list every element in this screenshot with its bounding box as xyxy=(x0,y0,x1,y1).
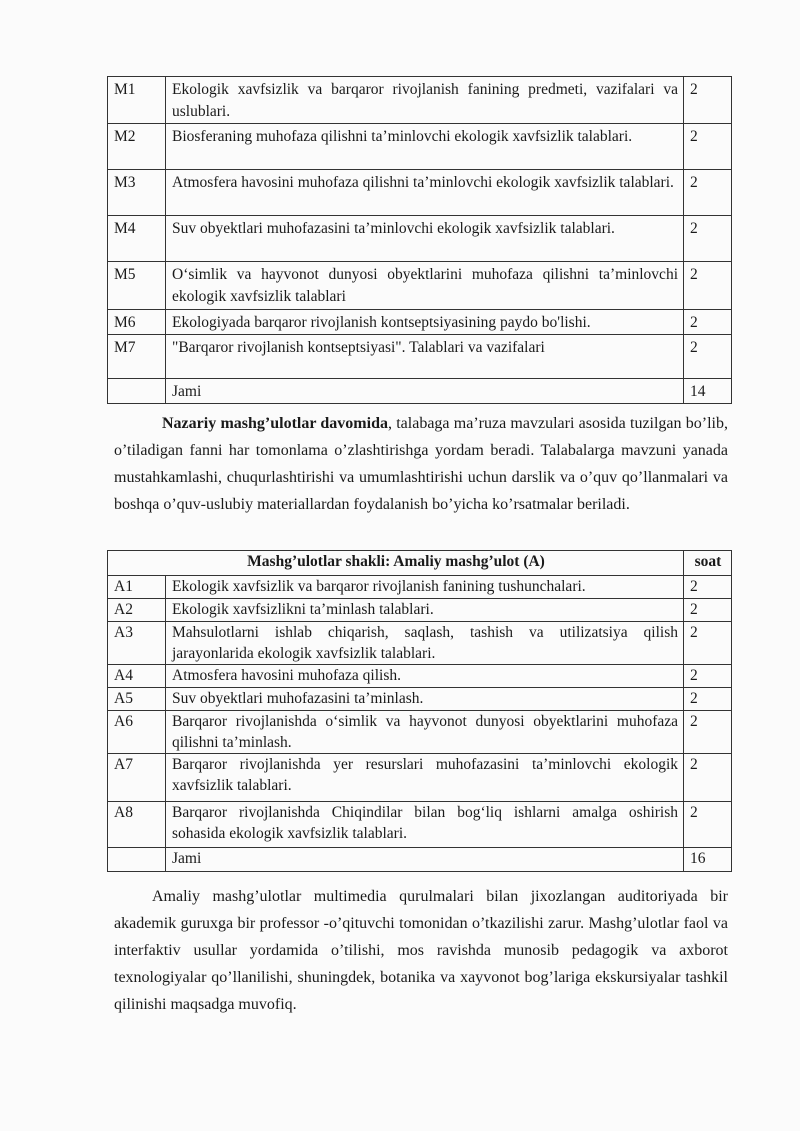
topic-hours: 2 xyxy=(684,688,732,711)
table-row xyxy=(108,170,732,216)
practical-paragraph: Amaliy mashg’ulotlar multimedia qurulmalari bilan jixozlangan auditoriyada bir akademik guruxga bir professor -o’qituvchi tomonidan o’tkazilishi zarur. Mashg’ulotlar faol va interfaktiv usullar yordamida o’tilishi, mos ravishda munosib pedagogik va axborot texnologiyalar qo’llanilishi, shuningdek, botanika va xayvonot bog’lariga ekskursiyalar tashkil qilinishi maqsadga muvofiq. xyxy=(114,888,728,1013)
topic-description: Barqaror rivojlanishda o‘simlik va hayvonot dunyosi obyektlarini muhofaza qilishni ta’minlash. xyxy=(166,711,684,754)
table-row xyxy=(108,124,732,170)
total-row xyxy=(108,848,732,872)
table-row xyxy=(108,599,732,622)
topic-hours: 2 xyxy=(684,335,732,379)
topic-hours: 2 xyxy=(684,599,732,622)
table-header-hours: soat xyxy=(684,551,732,576)
topic-code: M3 xyxy=(108,170,166,216)
topic-code: A2 xyxy=(108,599,166,622)
lecture-topics-table xyxy=(107,76,732,404)
topic-description: Suv obyektlari muhofazasini ta’minlovchi ekologik xavfsizlik talablari. xyxy=(166,216,684,262)
topic-hours: 2 xyxy=(684,216,732,262)
theory-paragraph xyxy=(114,410,728,518)
topic-description: Barqaror rivojlanishda yer resurslari muhofazasini ta’minlovchi ekologik xavfsizlik talablari. xyxy=(166,754,684,802)
table-row xyxy=(108,335,732,379)
topic-hours: 2 xyxy=(684,310,732,335)
theory-paragraph-lead: Nazariy mashg’ulotlar davomida xyxy=(162,415,388,432)
topic-hours: 2 xyxy=(684,170,732,216)
total-empty-cell xyxy=(108,848,166,872)
table-row xyxy=(108,754,732,802)
topic-hours: 2 xyxy=(684,77,732,124)
topic-hours: 2 xyxy=(684,711,732,754)
table-row xyxy=(108,576,732,599)
topic-description: Ekologik xavfsizlikni ta’minlash talablari. xyxy=(166,599,684,622)
table-row xyxy=(108,216,732,262)
topic-description: Suv obyektlari muhofazasini ta’minlash. xyxy=(166,688,684,711)
table-row xyxy=(108,77,732,124)
total-value: 14 xyxy=(684,379,732,404)
topic-code: M6 xyxy=(108,310,166,335)
topic-hours: 2 xyxy=(684,754,732,802)
topic-description: O‘simlik va hayvonot dunyosi obyektlarini muhofaza qilishni ta’minlovchi ekologik xavfsizlik talablari xyxy=(166,262,684,310)
topic-code: M2 xyxy=(108,124,166,170)
table-row xyxy=(108,262,732,310)
table-header-title: Mashg’ulotlar shakli: Amaliy mashg’ulot (A) xyxy=(108,551,684,576)
topic-description: Atmosfera havosini muhofaza qilishni ta’minlovchi ekologik xavfsizlik talablari. xyxy=(166,170,684,216)
topic-code: A1 xyxy=(108,576,166,599)
topic-description: Mahsulotlarni ishlab chiqarish, saqlash, tashish va utilizatsiya qilish jarayonlarida ekologik xavfsizlik talablari. xyxy=(166,622,684,665)
total-label: Jami xyxy=(166,848,684,872)
topic-code: M1 xyxy=(108,77,166,124)
topic-description: Biosferaning muhofaza qilishni ta’minlovchi ekologik xavfsizlik talablari. xyxy=(166,124,684,170)
topic-description: "Barqaror rivojlanish kontseptsiyasi". Talablari va vazifalari xyxy=(166,335,684,379)
topic-hours: 2 xyxy=(684,665,732,688)
table-row xyxy=(108,711,732,754)
topic-description: Barqaror rivojlanishda Chiqindilar bilan bog‘liq ishlarni amalga oshirish sohasida ekologik xavfsizlik talablari. xyxy=(166,802,684,848)
topic-code: M7 xyxy=(108,335,166,379)
topic-hours: 2 xyxy=(684,262,732,310)
topic-code: A5 xyxy=(108,688,166,711)
topic-code: A3 xyxy=(108,622,166,665)
total-row xyxy=(108,379,732,404)
table-row xyxy=(108,688,732,711)
table-header-row xyxy=(108,551,732,576)
topic-code: M5 xyxy=(108,262,166,310)
topic-description: Atmosfera havosini muhofaza qilish. xyxy=(166,665,684,688)
table-row xyxy=(108,665,732,688)
topic-description: Ekologiyada barqaror rivojlanish kontseptsiyasining paydo bo'lishi. xyxy=(166,310,684,335)
topic-code: A4 xyxy=(108,665,166,688)
topic-description: Ekologik xavfsizlik va barqaror rivojlanish fanining predmeti, vazifalari va uslublari. xyxy=(166,77,684,124)
total-label: Jami xyxy=(166,379,684,404)
topic-code: M4 xyxy=(108,216,166,262)
topic-hours: 2 xyxy=(684,622,732,665)
table-row xyxy=(108,622,732,665)
table-row xyxy=(108,802,732,848)
table-row xyxy=(108,310,732,335)
topic-description: Ekologik xavfsizlik va barqaror rivojlanish fanining tushunchalari. xyxy=(166,576,684,599)
topic-code: A8 xyxy=(108,802,166,848)
topic-hours: 2 xyxy=(684,576,732,599)
topic-code: A7 xyxy=(108,754,166,802)
total-empty-cell xyxy=(108,379,166,404)
total-value: 16 xyxy=(684,848,732,872)
theory-paragraph-text: , talabaga ma’ruza mavzulari asosida tuzilgan bo’lib, o’tiladigan fanni har tomonlama o’zlashtirishga yordam beradi. Talabalarga mavzuni yanada mustahkamlashi, chuqurlashtirishi va umumlashtirishi uchun darslik va o’quv qo’llanmalari va boshqa o’quv-uslubiy materiallardan foydalanish bo’yicha ko’rsatmalar beriladi. xyxy=(114,415,729,513)
practical-topics-table xyxy=(107,550,732,872)
topic-code: A6 xyxy=(108,711,166,754)
topic-hours: 2 xyxy=(684,124,732,170)
topic-hours: 2 xyxy=(684,802,732,848)
